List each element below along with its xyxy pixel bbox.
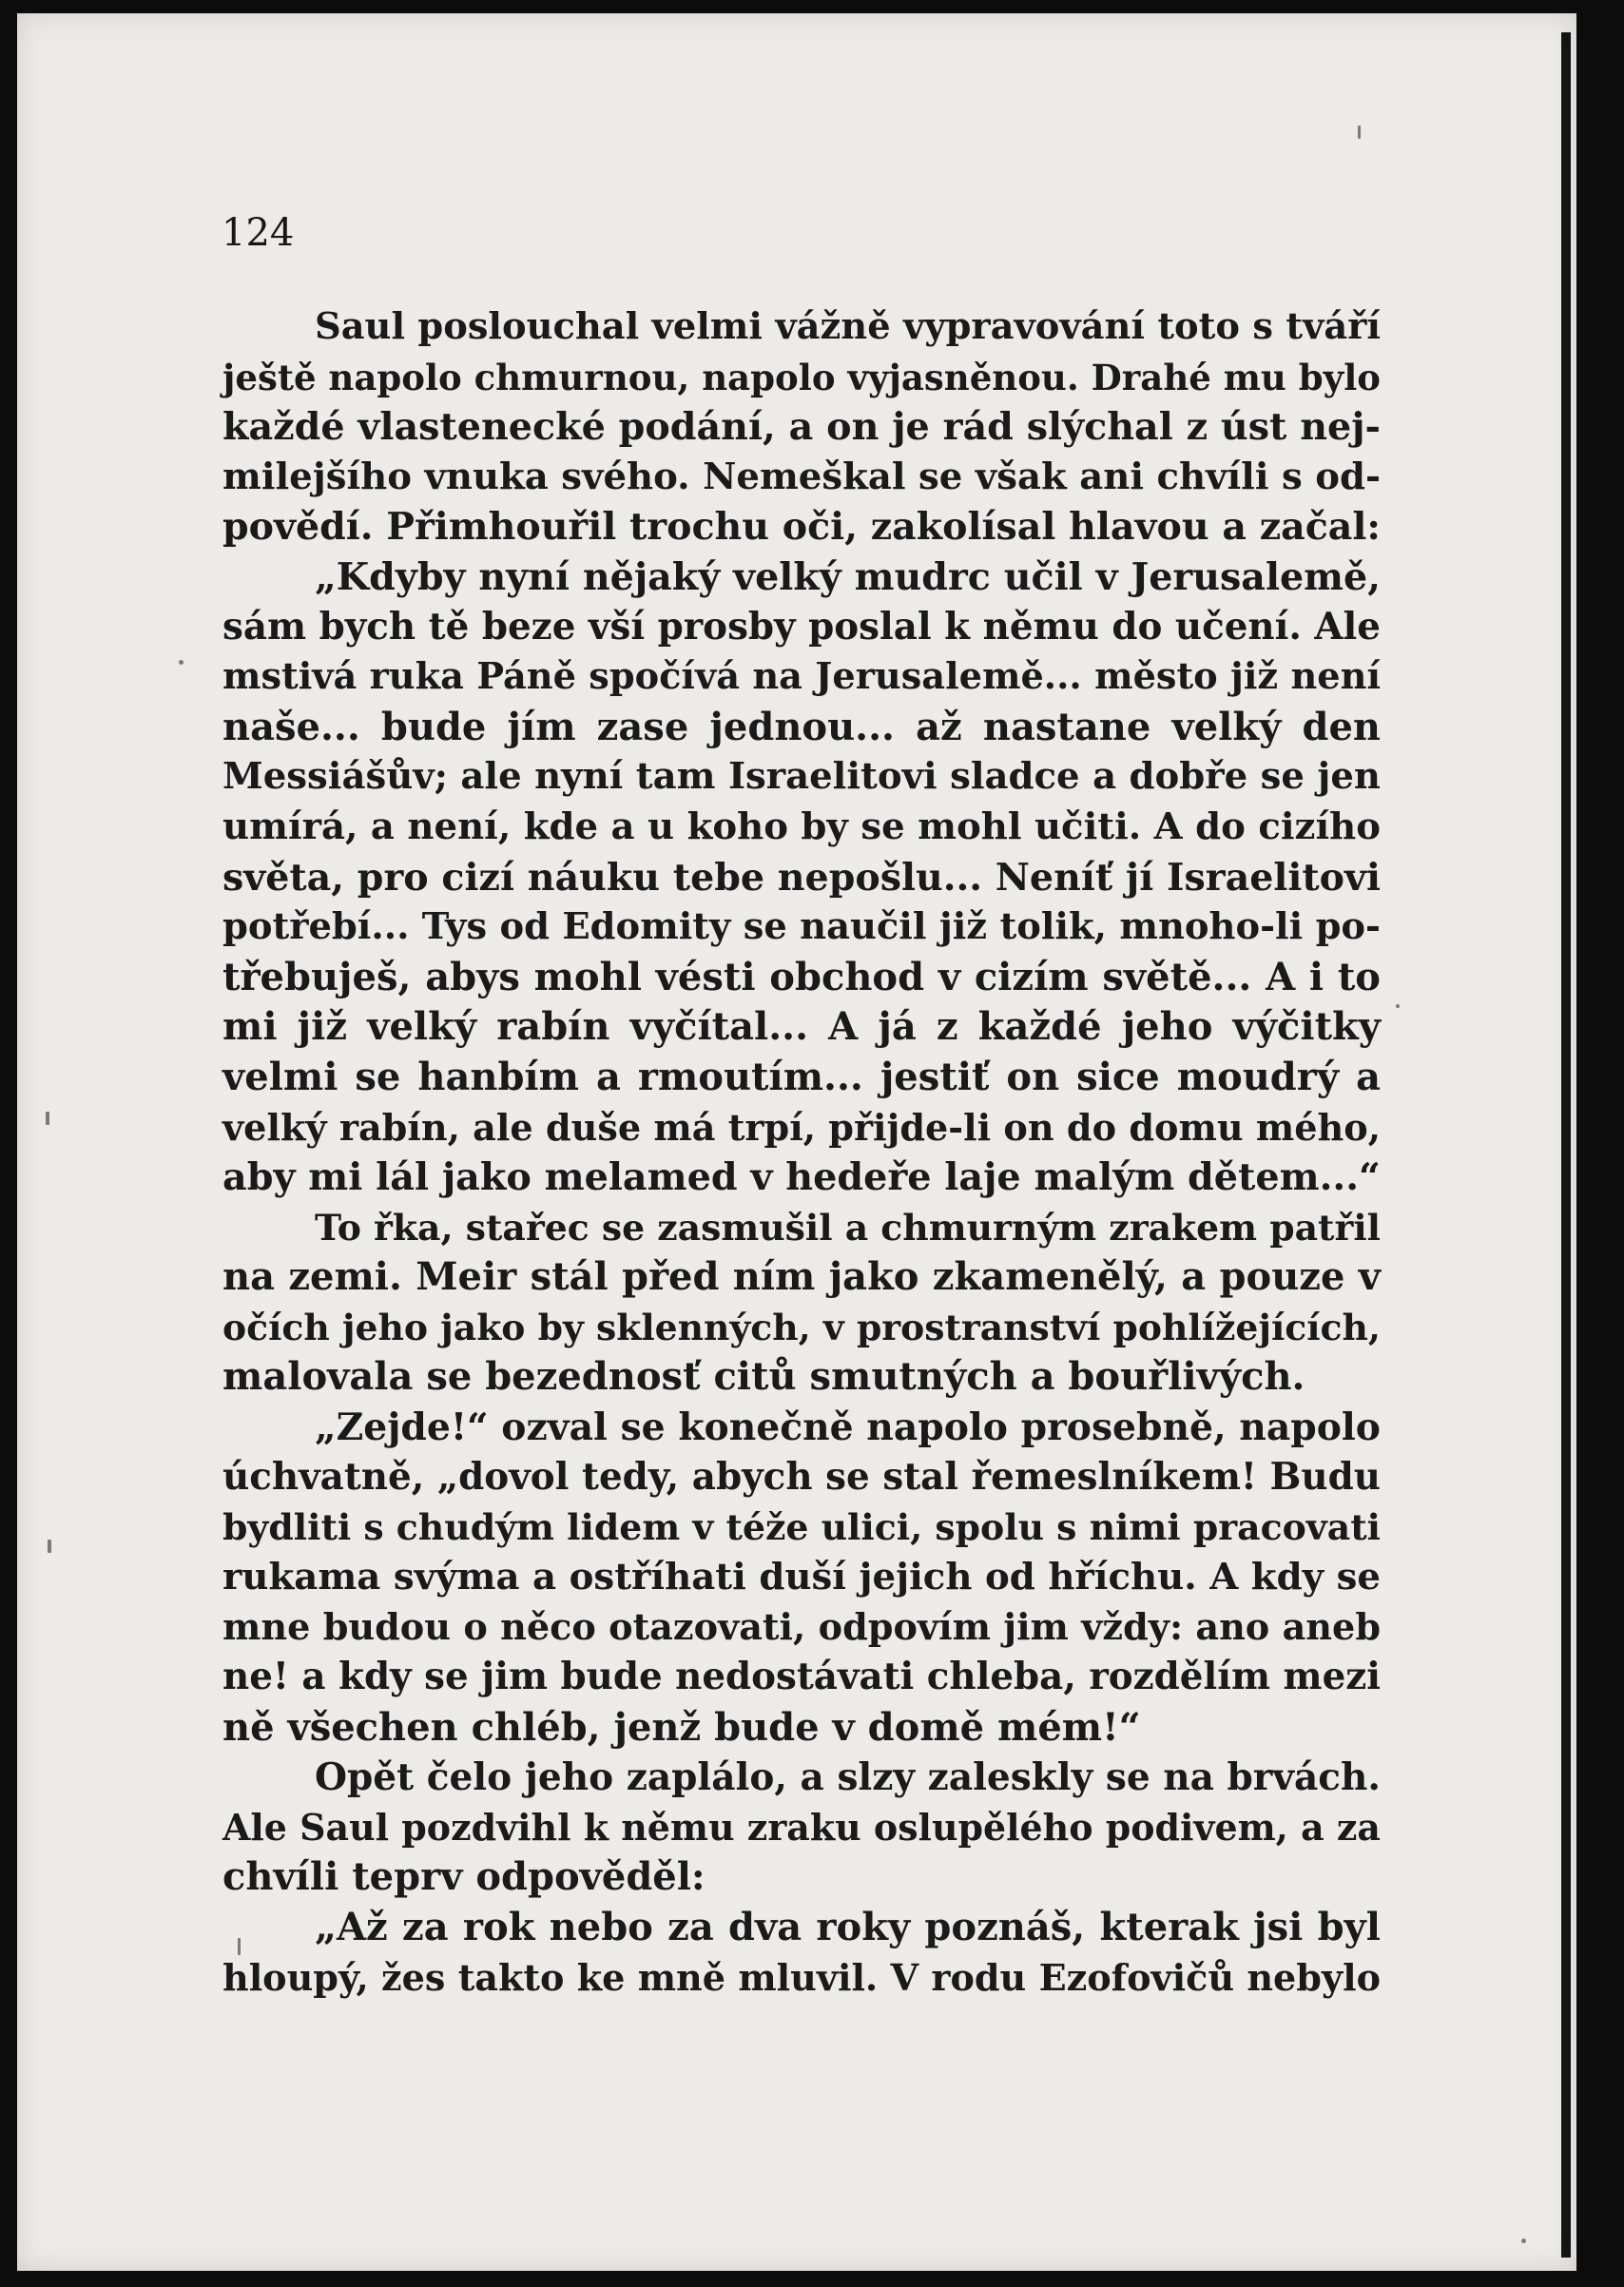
scan-speck xyxy=(1396,1004,1400,1008)
text-line: světa, pro cizí náuku tebe nepošlu... Neníť jí Israelitovi xyxy=(222,855,1381,900)
text-line: Ale Saul pozdvihl k němu zraku oslupělého podivem, a za xyxy=(222,1805,1381,1849)
text-line: Saul poslouchal velmi vážně vypravování toto s tváří xyxy=(315,305,1381,348)
scan-speck xyxy=(1358,126,1361,139)
page-number: 124 xyxy=(222,211,295,255)
text-line: potřebí... Tys od Edomity se naučil již tolik, mnoho-li po- xyxy=(222,905,1381,949)
text-line: naše... bude jím zase jednou... až nastane velký den xyxy=(222,704,1381,749)
text-line: mi již velký rabín vyčítal... A já z každé jeho výčitky xyxy=(222,1004,1381,1050)
text-line: úchvatně, „dovol tedy, abych se stal řemeslníkem! Budu xyxy=(222,1455,1381,1499)
text-line: hloupý, žes takto ke mně mluvil. V rodu Ezofovičů nebylo xyxy=(222,1955,1381,1999)
scan-speck xyxy=(1521,2239,1526,2243)
text-line: na zemi. Meir stál před ním jako zkamenělý, a pouze v xyxy=(222,1254,1381,1300)
scan-speck xyxy=(46,1112,49,1125)
text-line: mstivá ruka Páně spočívá na Jerusalemě... město již není xyxy=(222,655,1381,699)
text-line: povědí. Přimhouřil trochu oči, zakolísal hlavou a začal: xyxy=(222,505,1381,550)
page-edge-shadow xyxy=(1561,32,1571,2258)
text-line: mne budou o něco otazovati, odpovím jim vždy: ano aneb xyxy=(222,1605,1381,1649)
scan-speck xyxy=(48,1540,51,1553)
text-line: malovala se bezednosť citů smutných a bouřlivých. xyxy=(222,1354,1305,1400)
text-line: „Kdyby nyní nějaký velký mudrc učil v Jerusalemě, xyxy=(315,554,1381,599)
text-line: sám bych tě beze vší prosby poslal k němu do učení. Ale xyxy=(222,605,1381,649)
text-line: bydliti s chudým lidem v téže ulici, spolu s nimi pracovati xyxy=(222,1506,1382,1549)
text-line: Messiášův; ale nyní tam Israelitovi sladce a dobře se jen xyxy=(222,755,1381,799)
text-line: To řka, stařec se zasmušil a chmurným zrakem patřil xyxy=(315,1206,1381,1249)
text-line: velký rabín, ale duše má trpí, přijde-li on do domu mého, xyxy=(222,1105,1381,1149)
text-line: Opět čelo jeho zaplálo, a slzy zaleskly se na brvách. xyxy=(315,1755,1381,1800)
text-line: každé vlastenecké podání, a on je rád slýchal z úst nej- xyxy=(222,405,1381,450)
text-line: rukama svýma a ostříhati duší jejich od hříchu. A kdy se xyxy=(222,1555,1381,1599)
text-line: umírá, a není, kde a u koho by se mohl učiti. A do cizího xyxy=(222,804,1381,848)
text-line: „Až za rok nebo za dva roky poznáš, kterak jsi byl xyxy=(315,1905,1381,1949)
book-page xyxy=(17,13,1576,2271)
text-line: aby mi lál jako melamed v hedeře laje malým dětem...“ xyxy=(222,1155,1381,1200)
scan-speck xyxy=(238,1938,241,1955)
body-text xyxy=(222,302,1381,2003)
scan-speck xyxy=(179,660,184,665)
text-line: chvíli teprv odpověděl: xyxy=(222,1854,706,1900)
text-line: „Zejde!“ ozval se konečně napolo prosebně, napolo xyxy=(315,1405,1381,1450)
text-line: ne! a kdy se jim bude nedostávati chleba, rozdělím mezi xyxy=(222,1656,1382,1699)
text-line: třebuješ, abys mohl vésti obchod v cizím světě... A i to xyxy=(222,954,1381,999)
text-line: milejšího vnuka svého. Nemeškal se však ani chvíli s od- xyxy=(222,455,1381,498)
text-line: velmi se hanbím a rmoutím... jestiť on sice moudrý a xyxy=(222,1054,1381,1099)
text-line: ještě napolo chmurnou, napolo vyjasněnou. Drahé mu bylo xyxy=(222,356,1381,398)
text-line: očích jeho jako by sklenných, v prostranství pohlížejících, xyxy=(222,1306,1381,1348)
text-line: ně všechen chléb, jenž bude v domě mém!“ xyxy=(222,1704,1141,1750)
